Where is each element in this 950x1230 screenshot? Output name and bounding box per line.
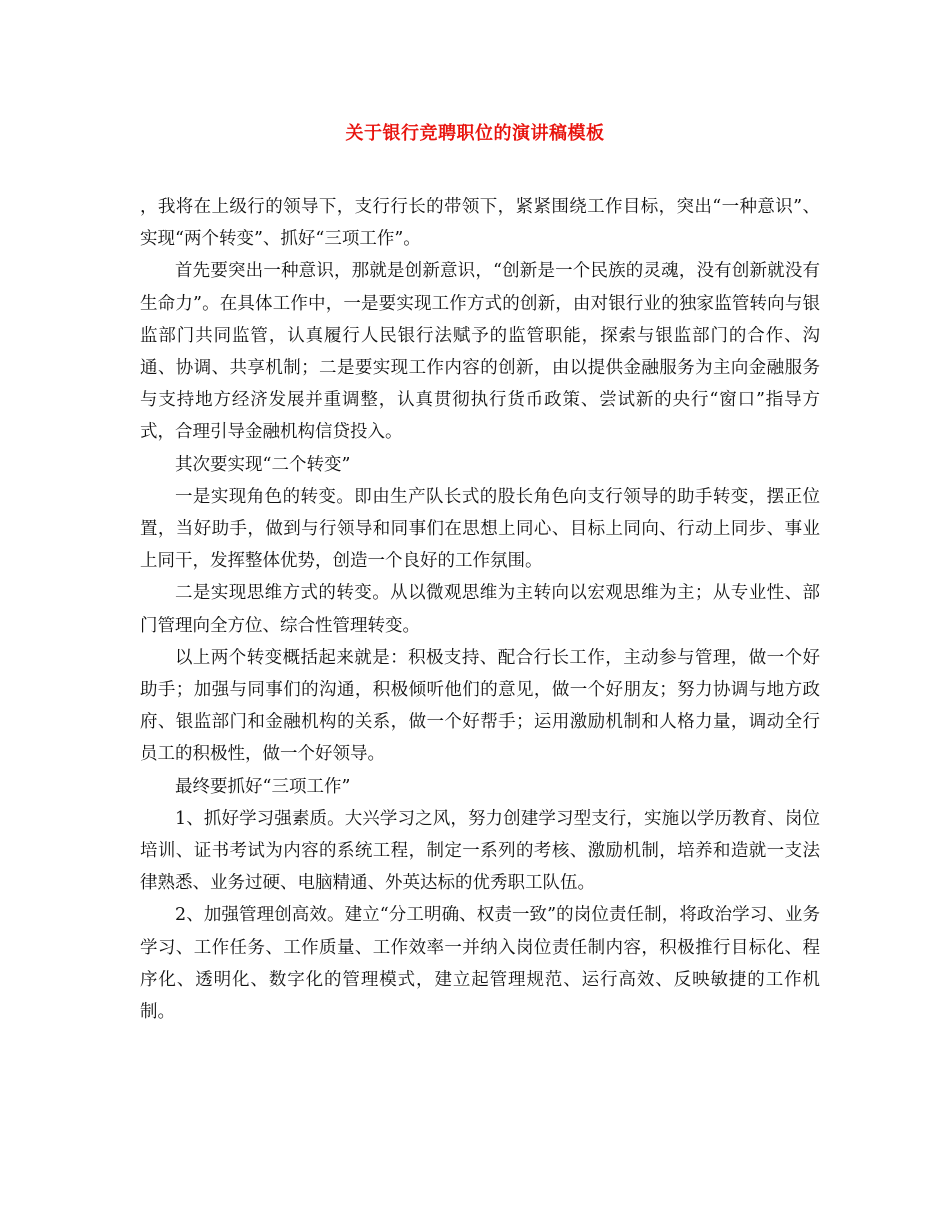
paragraph-heading-three-tasks: 最终要抓好“三项工作” <box>175 776 351 797</box>
document-body <box>140 191 820 1028</box>
paragraph-task-learning: 1、抓好学习强素质。大兴学习之风，努力创建学习型支行，实施以学历教育、岗位培训、证书考试为内容的系统工程，制定一系列的考核、激励机制，培养和造就一支法律熟悉、业务过硬、电脑精通、外英达标的优秀职工队伍。 <box>140 808 820 894</box>
paragraph-innovation-awareness: 首先要突出一种意识，那就是创新意识，“创新是一个民族的灵魂，没有创新就没有生命力”。在具体工作中，一是要实现工作方式的创新，由对银行业的独家监管转向与银监部门共同监管，认真履行人民银行法赋予的监管职能，探索与银监部门的合作、沟通、协调、共享机制；二是要实现工作内容的创新，由以提供金融服务为主向金融服务与支持地方经济发展并重调整，认真贯彻执行货币政策、尝试新的央行“窗口”指导方式，合理引导金融机构信贷投入。 <box>140 261 820 443</box>
paragraph-task-management: 2、加强管理创高效。建立“分工明确、权责一致”的岗位责任制，将政治学习、业务学习、工作任务、工作质量、工作效率一并纳入岗位责任制内容，积极推行目标化、程序化、透明化、数字化的管理模式，建立起管理规范、运行高效、反映敏捷的工作机制。 <box>140 905 820 1023</box>
paragraph-summary: 以上两个转变概括起来就是：积极支持、配合行长工作，主动参与管理，做一个好助手；加强与同事们的沟通，积极倾听他们的意见，做一个好朋友；努力协调与地方政府、银监部门和金融机构的关系，做一个好帮手；运用激励机制和人格力量，调动全行员工的积极性，做一个好领导。 <box>140 647 820 765</box>
paragraph-heading-two-transformations: 其次要实现“二个转变” <box>175 454 351 475</box>
paragraph-thinking-transformation: 二是实现思维方式的转变。从以微观思维为主转向以宏观思维为主；从专业性、部门管理向全方位、综合性管理转变。 <box>140 583 820 636</box>
paragraph-role-transformation: 一是实现角色的转变。即由生产队长式的股长角色向支行领导的助手转变，摆正位置，当好助手，做到与行领导和同事们在思想上同心、目标上同向、行动上同步、事业上同干，发挥整体优势，创造一个良好的工作氛围。 <box>140 486 820 572</box>
document-title: 关于银行竞聘职位的演讲稿模板 <box>345 123 605 144</box>
paragraph-continuation: ，我将在上级行的领导下，支行行长的带领下，紧紧围绕工作目标，突出“一种意识”、实现“两个转变”、抓好“三项工作”。 <box>140 197 820 250</box>
